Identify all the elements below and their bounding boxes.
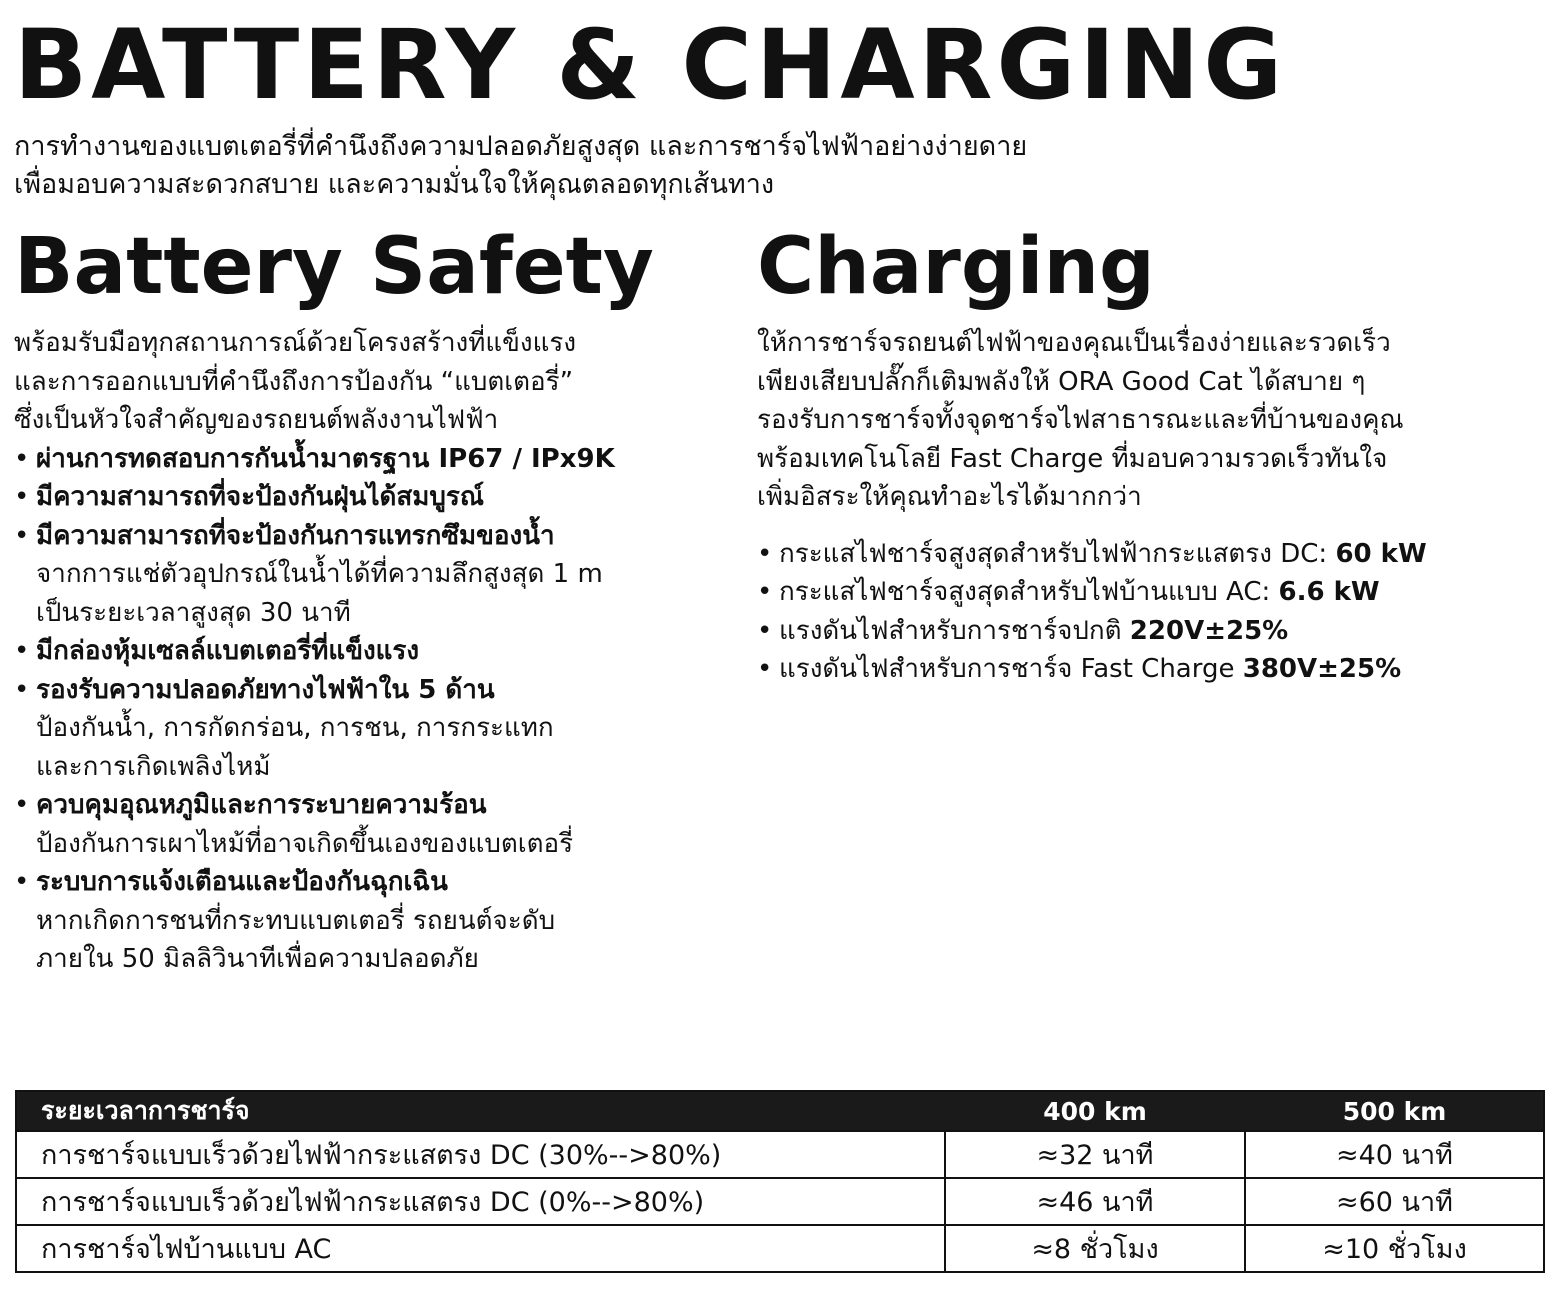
spec-value: 380V±25% [1242,654,1402,684]
spec-label: กระแสไฟชาร์จสูงสุดสำหรับไฟบ้านแบบ AC: [779,577,1271,607]
battery-bullet [14,671,674,710]
battery-bullet [14,478,674,517]
bullet-dot: • [14,867,30,897]
battery-bullet [14,517,674,556]
bullet-dot: • [14,674,30,705]
bullet-heading: รองรับความปลอดภัยทางไฟฟ้าใน 5 ด้าน [36,674,495,705]
bullet-dot: • [14,520,30,551]
table-cell: ≈60 นาที [1244,1179,1543,1224]
spacer [757,517,1517,535]
bullet-dot: • [757,577,773,607]
table-cell: ≈10 ชั่วโมง [1244,1226,1543,1271]
table-row [17,1130,1543,1177]
charging-intro-line: รองรับการชาร์จทั้งจุดชาร์จไฟสาธารณะและที่บ้านของคุณ [757,405,1404,435]
bullet-heading: มีกล่องหุ้มเซลล์แบตเตอรี่ที่แข็งแรง [36,636,420,666]
page-title: BATTERY & CHARGING [14,9,1287,121]
table-cell: การชาร์จแบบเร็วด้วยไฟฟ้ากระแสตรง DC (30%-->80%) [41,1140,722,1171]
table-cell: ≈46 นาที [944,1179,1244,1224]
battery-intro-line: พร้อมรับมือทุกสถานการณ์ด้วยโครงสร้างที่แข็งแรง [14,328,577,358]
spec-label: แรงดันไฟสำหรับการชาร์จ Fast Charge [779,654,1235,684]
bullet-dot: • [14,636,30,666]
intro-line: การทำงานของแบตเตอรี่ที่คำนึงถึงความปลอดภัยสูงสุด และการชาร์จไฟฟ้าอย่างง่ายดาย [14,131,1028,162]
charging-section [757,324,1517,689]
bullet-heading: มีความสามารถที่จะป้องกันฝุ่นได้สมบูรณ์ [36,482,485,512]
battery-bullet [14,440,674,479]
bullet-dot: • [14,482,30,512]
bullet-dot: • [757,654,773,684]
charging-intro-line: ให้การชาร์จรถยนต์ไฟฟ้าของคุณเป็นเรื่องง่ายและรวดเร็ว [757,328,1391,358]
bullet-detail: หากเกิดการชนที่กระทบแบตเตอรี่ รถยนต์จะดับ [36,905,556,936]
bullet-heading: ผ่านการทดสอบการกันน้ำมาตรฐาน IP67 / IPx9K [36,443,615,474]
bullet-detail: ภายใน 50 มิลลิวินาทีเพื่อความปลอดภัย [36,944,479,974]
battery-intro-line: ซึ่งเป็นหัวใจสำคัญของรถยนต์พลังงานไฟฟ้า [14,405,499,435]
table-header-cell: ระยะเวลาการชาร์จ [41,1096,250,1125]
battery-bullet [14,786,674,825]
battery-bullet [14,632,674,671]
spec-value: 60 kW [1335,538,1427,569]
table-cell: การชาร์จไฟบ้านแบบ AC [41,1234,332,1265]
table-cell: ≈40 นาที [1244,1132,1543,1177]
charging-intro-line: เพิ่มอิสระให้คุณทำอะไรได้มากกว่า [757,482,1142,512]
table-row [17,1224,1543,1271]
bullet-heading: ควบคุมอุณหภูมิและการระบายความร้อน [36,790,487,820]
bullet-dot: • [757,615,773,646]
charging-spec [757,650,1517,689]
bullet-dot: • [14,443,30,474]
charging-intro-line: เพียงเสียบปลั๊กก็เติมพลังให้ ORA Good Cat ได้สบาย ๆ [757,366,1366,397]
spec-value: 220V±25% [1129,615,1289,646]
bullet-detail: ป้องกันการเผาไหม้ที่อาจเกิดขึ้นเองของแบตเตอรี่ [36,828,574,859]
charging-title: Charging [757,222,1155,312]
bullet-heading: ระบบการแจ้งเตือนและป้องกันฉุกเฉิน [36,867,448,897]
bullet-detail: และการเกิดเพลิงไหม้ [36,751,271,782]
intro-paragraph [14,128,1214,204]
table-cell: ≈8 ชั่วโมง [944,1226,1244,1271]
battery-safety-title: Battery Safety [14,222,654,312]
charging-spec [757,612,1517,651]
intro-line: เพื่อมอบความสะดวกสบาย และความมั่นใจให้คุณตลอดทุกเส้นทาง [14,169,775,200]
charging-spec [757,573,1517,612]
bullet-detail: ป้องกันน้ำ, การกัดกร่อน, การชน, การกระแทก [36,713,554,743]
battery-safety-section [14,324,674,979]
table-header-cell: 400 km [944,1092,1244,1130]
bullet-dot: • [14,790,30,820]
charging-spec [757,535,1517,574]
bullet-dot: • [757,538,773,569]
table-cell: การชาร์จแบบเร็วด้วยไฟฟ้ากระแสตรง DC (0%-->80%) [41,1187,705,1218]
table-row [17,1177,1543,1224]
bullet-detail: เป็นระยะเวลาสูงสุด 30 นาที [36,597,351,628]
spec-value: 6.6 kW [1278,577,1380,607]
spec-label: แรงดันไฟสำหรับการชาร์จปกติ [779,615,1122,646]
table-header-row [17,1092,1543,1130]
bullet-detail: จากการแช่ตัวอุปกรณ์ในน้ำได้ที่ความลึกสูงสุด 1 m [36,559,603,589]
battery-bullet [14,863,674,902]
charging-time-table [15,1090,1545,1273]
battery-intro-line: และการออกแบบที่คำนึงถึงการป้องกัน “แบตเตอรี่” [14,366,574,397]
spec-label: กระแสไฟชาร์จสูงสุดสำหรับไฟฟ้ากระแสตรง DC: [779,538,1328,569]
table-header-cell: 500 km [1244,1092,1543,1130]
charging-intro-line: พร้อมเทคโนโลยี Fast Charge ที่มอบความรวดเร็วทันใจ [757,443,1388,474]
bullet-heading: มีความสามารถที่จะป้องกันการแทรกซึมของน้ำ [36,520,555,551]
table-cell: ≈32 นาที [944,1132,1244,1177]
